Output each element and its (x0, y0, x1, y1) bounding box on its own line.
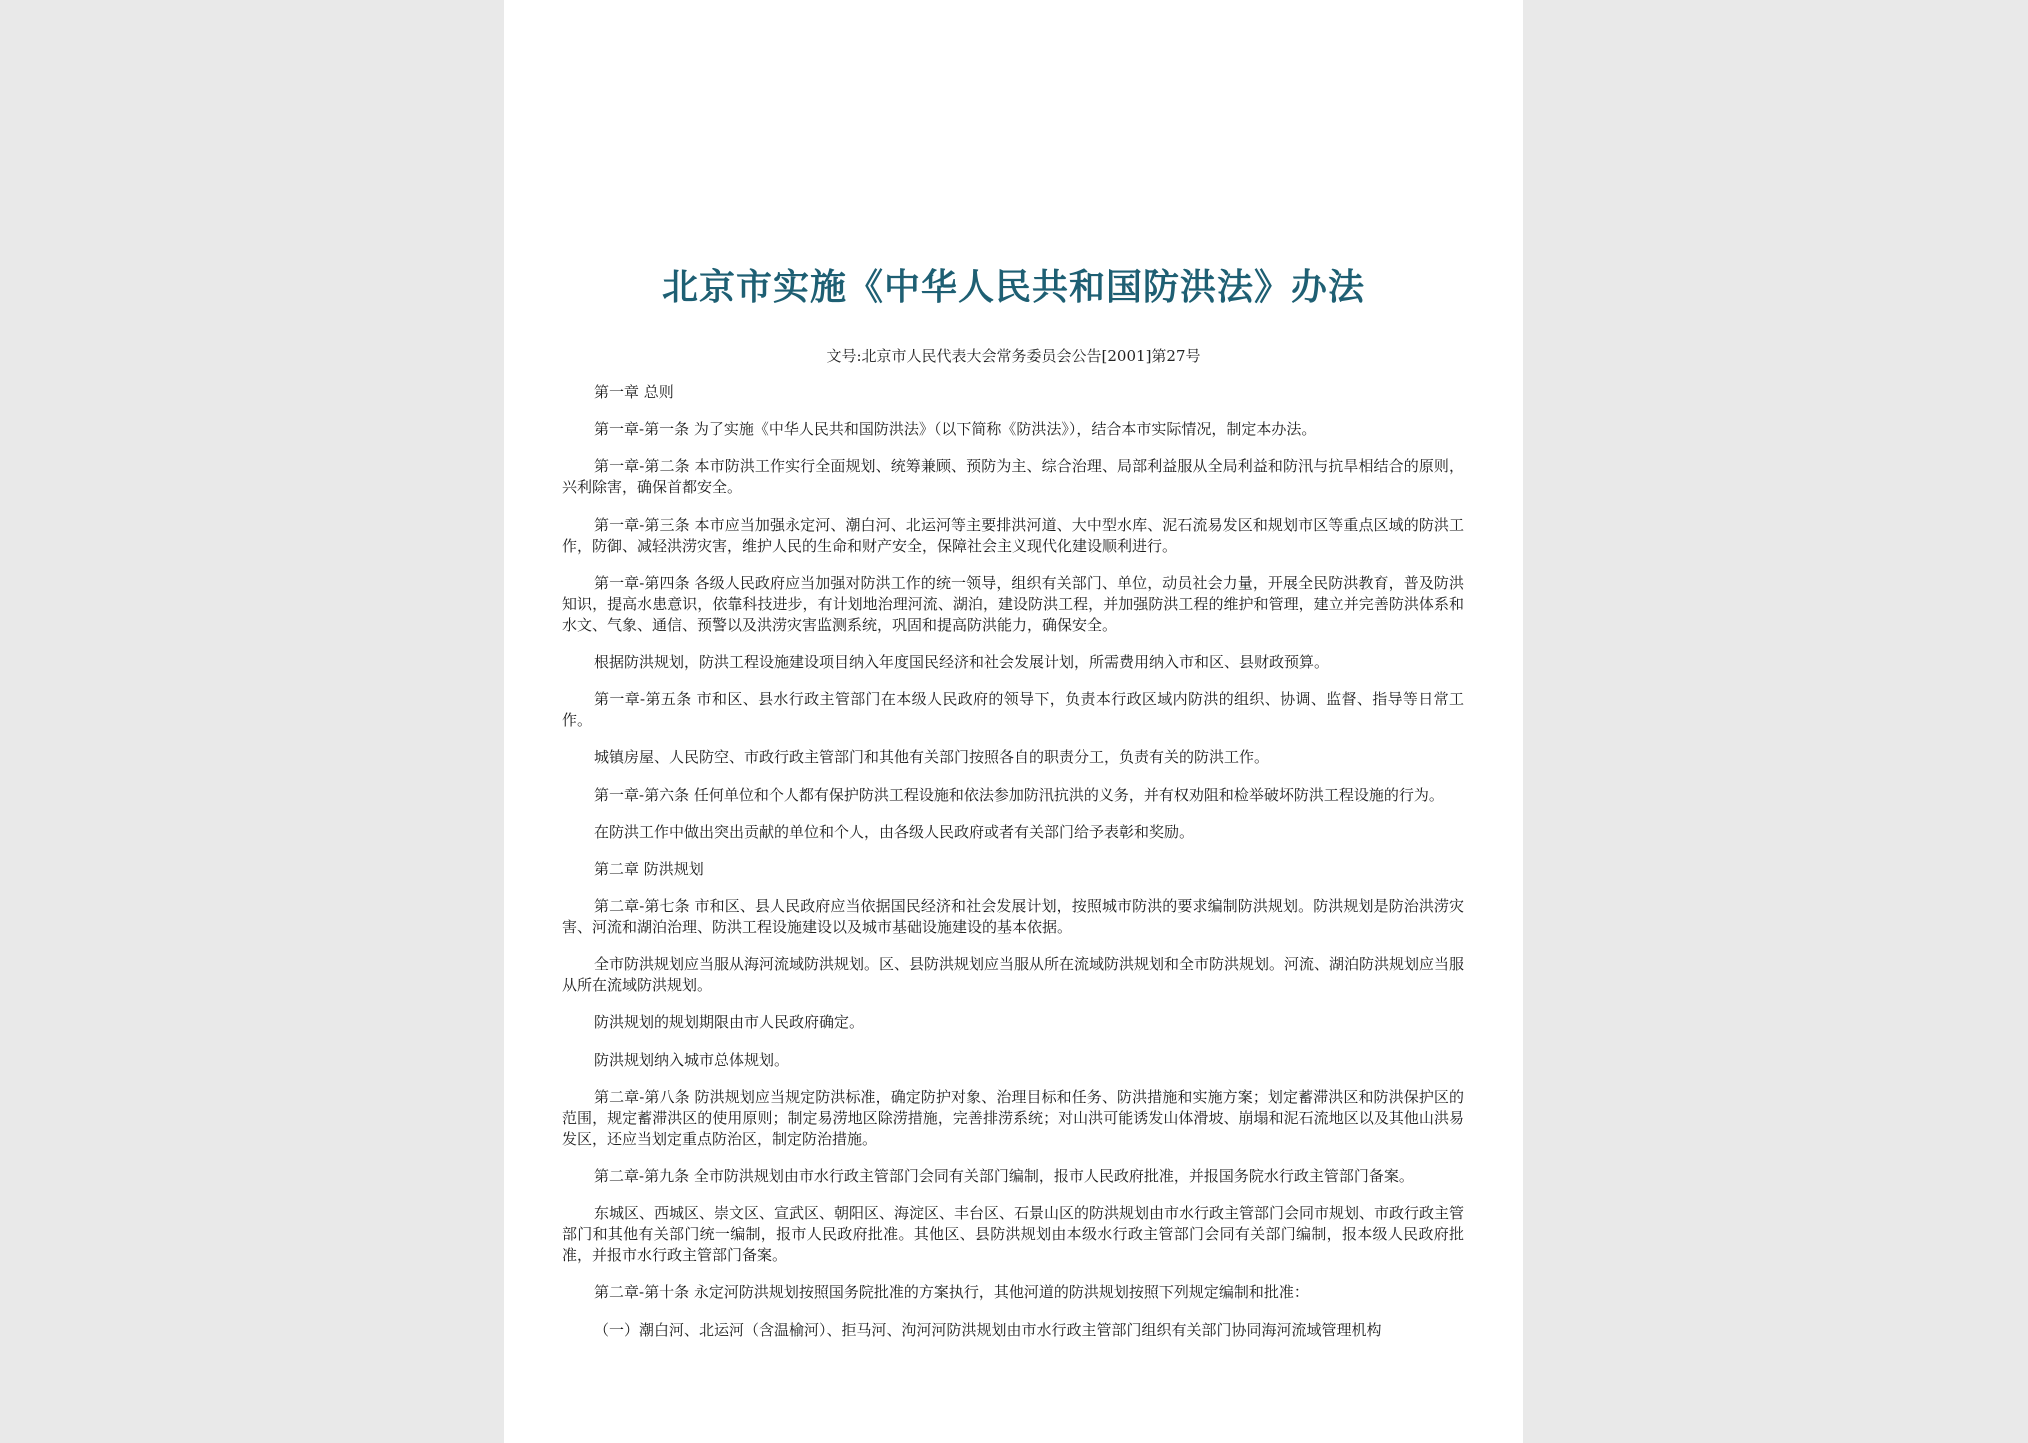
article-paragraph: 全市防洪规划应当服从海河流域防洪规划。区、县防洪规划应当服从所在流域防洪规划和全市防洪规划。河流、湖泊防洪规划应当服从所在流域防洪规划。 (562, 955, 1465, 995)
article-paragraph: 防洪规划的规划期限由市人民政府确定。 (594, 1013, 865, 1032)
chapter-heading: 第一章 总则 (594, 383, 674, 401)
document-body (562, 382, 1464, 1357)
article-paragraph: 东城区、西城区、崇文区、宣武区、朝阳区、海淀区、丰台区、石景山区的防洪规划由市水行政主管部门会同市规划、市政行政主管部门和其他有关部门统一编制，报市人民政府批准。其他区、县防洪规划由本级水行政主管部门会同有关部门编制，报本级人民政府批准，并报市水行政主管部门备案。 (562, 1204, 1465, 1265)
document-title: 北京市实施《中华人民共和国防洪法》办法 (661, 266, 1365, 308)
chapter-heading: 第二章 防洪规划 (594, 859, 704, 878)
article-paragraph: 第一章-第六条 任何单位和个人都有保护防洪工程设施和依法参加防汛抗洪的义务，并有权劝阻和检举破坏防洪工程设施的行为。 (594, 785, 1444, 804)
article-paragraph: 城镇房屋、人民防空、市政行政主管部门和其他有关部门按照各自的职责分工，负责有关的防洪工作。 (594, 748, 1270, 767)
document-page (504, 0, 1523, 1443)
article-paragraph: 第二章-第十条 永定河防洪规划按照国务院批准的方案执行，其他河道的防洪规划按照下列规定编制和批准： (594, 1283, 1309, 1302)
article-paragraph: 第一章-第二条 本市防洪工作实行全面规划、统筹兼顾、预防为主、综合治理、局部利益服从全局利益和防汛与抗旱相结合的原则，兴利除害，确保首都安全。 (562, 457, 1464, 497)
article-paragraph: 第一章-第四条 各级人民政府应当加强对防洪工作的统一领导，组织有关部门、单位，动员社会力量，开展全民防洪教育，普及防洪知识，提高水患意识，依靠科技进步，有计划地治理河流、湖泊，建设防洪工程，并加强防洪工程的维护和管理，建立并完善防洪体系和水文、气象、通信、预警以及洪涝灾害监测系统，巩固和提高防洪能力，确保安全。 (562, 573, 1464, 634)
article-paragraph: 第一章-第三条 本市应当加强永定河、潮白河、北运河等主要排洪河道、大中型水库、泥石流易发区和规划市区等重点区域的防洪工作，防御、减轻洪涝灾害，维护人民的生命和财产安全，保障社会主义现代化建设顺利进行。 (562, 515, 1464, 555)
article-paragraph: （一）潮白河、北运河（含温榆河）、拒马河、泃河河防洪规划由市水行政主管部门组织有关部门协同海河流域管理机构 (594, 1320, 1382, 1339)
article-paragraph: 在防洪工作中做出突出贡献的单位和个人，由各级人民政府或者有关部门给予表彰和奖励。 (594, 822, 1195, 841)
article-paragraph: 第一章-第一条 为了实施《中华人民共和国防洪法》（以下简称《防洪法》），结合本市实际情况，制定本办法。 (594, 420, 1317, 439)
article-paragraph: 第一章-第五条 市和区、县水行政主管部门在本级人民政府的领导下，负责本行政区域内防洪的组织、协调、监督、指导等日常工作。 (562, 690, 1464, 730)
article-paragraph: 第二章-第八条 防洪规划应当规定防洪标准，确定防护对象、治理目标和任务、防洪措施和实施方案；划定蓄滞洪区和防洪保护区的范围，规定蓄滞洪区的使用原则；制定易涝地区除涝措施，完善排涝系统；对山洪可能诱发山体滑坡、崩塌和泥石流地区以及其他山洪易发区，还应当划定重点防治区，制定防治措施。 (562, 1087, 1464, 1148)
article-paragraph: 第二章-第七条 市和区、县人民政府应当依据国民经济和社会发展计划，按照城市防洪的要求编制防洪规划。防洪规划是防治洪涝灾害、河流和湖泊治理、防洪工程设施建设以及城市基础设施建设的基本依据。 (562, 897, 1464, 937)
article-paragraph: 第二章-第九条 全市防洪规划由市水行政主管部门会同有关部门编制，报市人民政府批准，并报国务院水行政主管部门备案。 (594, 1167, 1414, 1185)
article-paragraph: 根据防洪规划，防洪工程设施建设项目纳入年度国民经济和社会发展计划，所需费用纳入市和区、县财政预算。 (594, 652, 1330, 671)
article-paragraph: 防洪规划纳入城市总体规划。 (594, 1050, 790, 1069)
document-number: 文号:北京市人民代表大会常务委员会公告[2001]第27号 (826, 347, 1201, 365)
